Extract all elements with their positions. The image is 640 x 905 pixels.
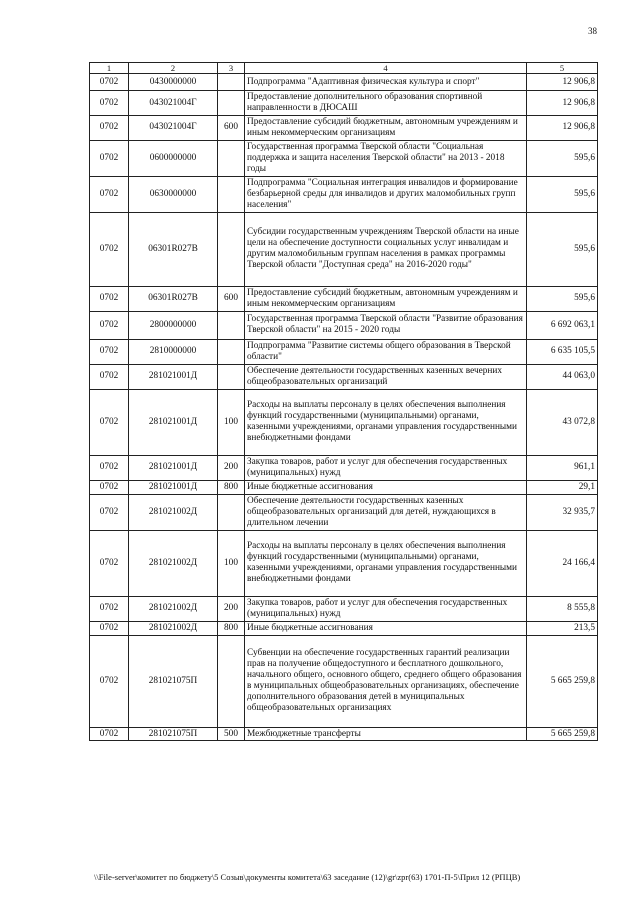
amount: 24 166,4: [527, 530, 598, 596]
expense-type-code: 600: [218, 115, 245, 140]
budget-table: [89, 62, 598, 741]
target-article-code: 043021004Г: [129, 91, 218, 116]
item-name: Закупка товаров, работ и услуг для обеспечения государственных (муниципальных) нужд: [245, 596, 527, 621]
amount: 595,6: [527, 212, 598, 286]
item-name: Подпрограмма "Развитие системы общего образования в Тверской области": [245, 339, 527, 364]
header-col-5: 5: [527, 63, 598, 74]
expense-type-code: 100: [218, 530, 245, 596]
section-code: 0702: [90, 596, 129, 621]
section-code: 0702: [90, 494, 129, 530]
amount: 29,1: [527, 480, 598, 494]
header-col-2: 2: [129, 63, 218, 74]
item-name: Предоставление субсидий бюджетным, автономным учреждениям и иным некоммерческим организациям: [245, 286, 527, 311]
amount: 12 906,8: [527, 74, 598, 91]
item-name: Иные бюджетные ассигнования: [245, 480, 527, 494]
target-article-code: 0600000000: [129, 140, 218, 176]
table-row: [90, 480, 598, 494]
page-number: 38: [588, 26, 597, 36]
table-row: [90, 140, 598, 176]
amount: 595,6: [527, 176, 598, 212]
item-name: Предоставление субсидий бюджетным, автономным учреждениям и иным некоммерческим организациям: [245, 115, 527, 140]
item-name: Государственная программа Тверской области "Социальная поддержка и защита населения Тверской области" на 2013 - 2018 годы: [245, 140, 527, 176]
expense-type-code: [218, 494, 245, 530]
target-article-code: 281021075П: [129, 727, 218, 741]
target-article-code: 281021001Д: [129, 389, 218, 455]
table-row: [90, 530, 598, 596]
section-code: 0702: [90, 455, 129, 480]
expense-type-code: [218, 212, 245, 286]
table-row: [90, 389, 598, 455]
target-article-code: 281021001Д: [129, 455, 218, 480]
target-article-code: 0630000000: [129, 176, 218, 212]
section-code: 0702: [90, 311, 129, 339]
table-row: [90, 176, 598, 212]
header-col-3: 3: [218, 63, 245, 74]
section-code: 0702: [90, 621, 129, 635]
item-name: Межбюджетные трансферты: [245, 727, 527, 741]
target-article-code: 281021002Д: [129, 621, 218, 635]
target-article-code: 0430000000: [129, 74, 218, 91]
target-article-code: 043021004Г: [129, 115, 218, 140]
expense-type-code: [218, 339, 245, 364]
target-article-code: 281021002Д: [129, 530, 218, 596]
expense-type-code: [218, 635, 245, 727]
table-row: [90, 635, 598, 727]
item-name: Обеспечение деятельности государственных казенных вечерних общеобразовательных организаций: [245, 364, 527, 389]
expense-type-code: [218, 364, 245, 389]
section-code: 0702: [90, 635, 129, 727]
table-row: [90, 286, 598, 311]
section-code: 0702: [90, 176, 129, 212]
section-code: 0702: [90, 91, 129, 116]
amount: 6 635 105,5: [527, 339, 598, 364]
section-code: 0702: [90, 212, 129, 286]
section-code: 0702: [90, 727, 129, 741]
section-code: 0702: [90, 140, 129, 176]
section-code: 0702: [90, 364, 129, 389]
amount: 595,6: [527, 140, 598, 176]
header-col-4: 4: [245, 63, 527, 74]
target-article-code: 281021002Д: [129, 494, 218, 530]
target-article-code: 281021002Д: [129, 596, 218, 621]
target-article-code: 2800000000: [129, 311, 218, 339]
amount: 961,1: [527, 455, 598, 480]
section-code: 0702: [90, 389, 129, 455]
item-name: Расходы на выплаты персоналу в целях обеспечения выполнения функций государственными (муниципальными) органами, казенными учреждениями, органами управления государственными внебюджетными фондами: [245, 530, 527, 596]
amount: 5 665 259,8: [527, 727, 598, 741]
table-body: [90, 74, 598, 741]
target-article-code: 2810000000: [129, 339, 218, 364]
table-row: [90, 339, 598, 364]
amount: 12 906,8: [527, 115, 598, 140]
table-row: [90, 494, 598, 530]
item-name: Расходы на выплаты персоналу в целях обеспечения выполнения функций государственными (муниципальными) органами, казенными учреждениями, органами управления государственными внебюджетными фондами: [245, 389, 527, 455]
expense-type-code: 800: [218, 621, 245, 635]
section-code: 0702: [90, 480, 129, 494]
section-code: 0702: [90, 115, 129, 140]
item-name: Государственная программа Тверской области "Развитие образования Тверской области" на 2015 - 2020 годы: [245, 311, 527, 339]
expense-type-code: [218, 74, 245, 91]
item-name: Субвенции на обеспечение государственных гарантий реализации прав на получение общедоступного и бесплатного дошкольного, начального общего, основного общего, среднего общего образования в муниципальных общеобразовательных организациях, обеспечение дополнительного образования детей в муниципальных общеобразовательных организациях: [245, 635, 527, 727]
item-name: Предоставление дополнительного образования спортивной направленности в ДЮСАШ: [245, 91, 527, 116]
target-article-code: 281021001Д: [129, 480, 218, 494]
expense-type-code: 500: [218, 727, 245, 741]
item-name: Подпрограмма "Адаптивная физическая культура и спорт": [245, 74, 527, 91]
table-row: [90, 455, 598, 480]
amount: 43 072,8: [527, 389, 598, 455]
item-name: Закупка товаров, работ и услуг для обеспечения государственных (муниципальных) нужд: [245, 455, 527, 480]
expense-type-code: 200: [218, 596, 245, 621]
expense-type-code: [218, 140, 245, 176]
target-article-code: 06301R027B: [129, 212, 218, 286]
expense-type-code: [218, 311, 245, 339]
expense-type-code: 800: [218, 480, 245, 494]
table-row: [90, 212, 598, 286]
section-code: 0702: [90, 74, 129, 91]
table-row: [90, 91, 598, 116]
item-name: Обеспечение деятельности государственных казенных общеобразовательных организаций для детей, нуждающихся в длительном лечении: [245, 494, 527, 530]
target-article-code: 06301R027B: [129, 286, 218, 311]
amount: 213,5: [527, 621, 598, 635]
section-code: 0702: [90, 286, 129, 311]
amount: 595,6: [527, 286, 598, 311]
item-name: Субсидии государственным учреждениям Тверской области на иные цели на обеспечение доступности социальных услуг инвалидам и другим маломобильным группам населения в рамках программы Тверской области "Доступная среда" на 2016-2020 годы": [245, 212, 527, 286]
amount: 6 692 063,1: [527, 311, 598, 339]
item-name: Иные бюджетные ассигнования: [245, 621, 527, 635]
amount: 12 906,8: [527, 91, 598, 116]
expense-type-code: 100: [218, 389, 245, 455]
header-col-1: 1: [90, 63, 129, 74]
table-row: [90, 115, 598, 140]
table-row: [90, 621, 598, 635]
table-header: [90, 63, 598, 74]
amount: 8 555,8: [527, 596, 598, 621]
table-row: [90, 311, 598, 339]
expense-type-code: 600: [218, 286, 245, 311]
amount: 32 935,7: [527, 494, 598, 530]
footer-file-path: \\File-server\комитет по бюджету\5 Созыв\документы комитета\63 заседание (12)\gr\zpr(63) 1701-П-5\Прил 12 (РПЦВ): [94, 872, 521, 882]
target-article-code: 281021075П: [129, 635, 218, 727]
table-row: [90, 364, 598, 389]
expense-type-code: [218, 91, 245, 116]
target-article-code: 281021001Д: [129, 364, 218, 389]
expense-type-code: [218, 176, 245, 212]
amount: 44 063,0: [527, 364, 598, 389]
table-row: [90, 727, 598, 741]
amount: 5 665 259,8: [527, 635, 598, 727]
section-code: 0702: [90, 530, 129, 596]
expense-type-code: 200: [218, 455, 245, 480]
table-row: [90, 74, 598, 91]
section-code: 0702: [90, 339, 129, 364]
table-row: [90, 596, 598, 621]
item-name: Подпрограмма "Социальная интеграция инвалидов и формирование безбарьерной среды для инвалидов и других маломобильных групп населения": [245, 176, 527, 212]
